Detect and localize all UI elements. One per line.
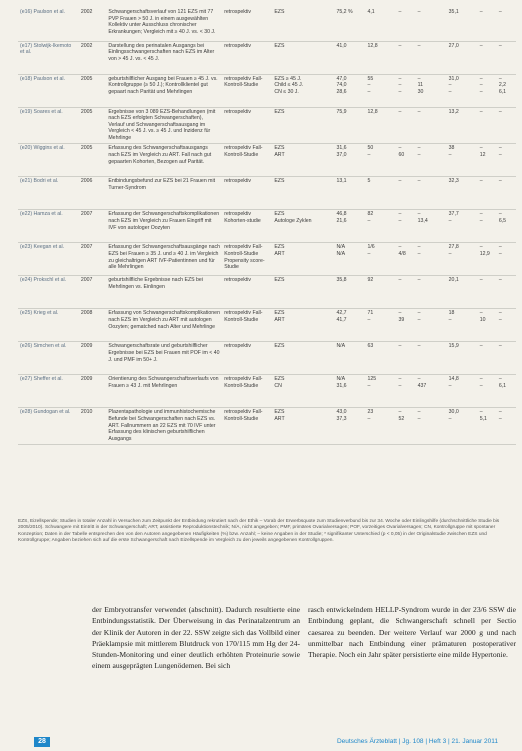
cell-v6: – – – (478, 74, 497, 107)
table-row (18, 41, 516, 74)
cell-v6: – 5,1 (478, 408, 497, 445)
cell-group: EZS ART (272, 144, 334, 177)
cell-study: (e16) Paulson et al. (18, 8, 79, 41)
cell-design: retrospektiv Fall-Kontroll-Studie (222, 375, 272, 408)
cell-year: 2007 (79, 276, 106, 309)
cell-desc: geburtshilfliche Ergebnisse nach EZS bei Mehrlingen vs. Einlingen (106, 276, 222, 309)
cell-group: EZS (272, 342, 334, 375)
cell-desc: Schwangerschaftsrate und geburtshilflicher Ergebnisse bei EZS bei Frauen mit POF im < 40 J. und PMF im 50+ J. (106, 342, 222, 375)
cell-v4: – – (416, 309, 447, 342)
cell-v5: 38 – (447, 144, 478, 177)
cell-year: 2009 (79, 375, 106, 408)
table-row (18, 144, 516, 177)
cell-v2: 4,1 (365, 8, 396, 41)
cell-v2: 12,8 (365, 107, 396, 144)
cell-year: 2010 (79, 408, 106, 445)
cell-desc: Schwangerschaftsverlauf von 121 EZS mit 77 PVP Frauen > 50 J. in einem ausgewählten Kollektiv unter Ausschluss chronischer Erkrankungen; Vergleich mit ≥ 40 J. vs. < 30 J. (106, 8, 222, 41)
cell-v4: – – (416, 408, 447, 445)
cell-study: (e27) Sheffer et al. (18, 375, 79, 408)
table-row (18, 276, 516, 309)
cell-v4: – 13,4 (416, 210, 447, 243)
cell-desc: Erfassung der Schwangerschaftskomplikationen nach EZS im Vergleich zu Frauen Eingriff mit IVF von autologer Oozyten (106, 210, 222, 243)
cell-v6: – (478, 342, 497, 375)
cell-v1: 35,8 (334, 276, 365, 309)
table-row (18, 74, 516, 107)
cell-v5: 20,1 (447, 276, 478, 309)
cell-v3: – (397, 41, 416, 74)
cell-design: retrospektiv (222, 276, 272, 309)
cell-design: retrospektiv Fall-Kontroll-Studie (222, 74, 272, 107)
cell-v6: – – (478, 375, 497, 408)
cell-v7: – (497, 8, 516, 41)
cell-desc: Erfassung von Schwangerschaftskomplikationen nach EZS im Vergleich zu ART mit autologen Oozyten; gematched nach Alter und Mehrlinge (106, 309, 222, 342)
cell-v2: 55 – – (365, 74, 396, 107)
cell-v5: 31,0 – – (447, 74, 478, 107)
cell-v5: 18 – (447, 309, 478, 342)
cell-study: (e20) Wiggins et al. (18, 144, 79, 177)
cell-v2: 5 (365, 177, 396, 210)
cell-v4: – – (416, 243, 447, 276)
cell-group: EZS (272, 41, 334, 74)
cell-v4: – (416, 177, 447, 210)
table-row (18, 177, 516, 210)
cell-v3: – 39 (397, 309, 416, 342)
table-row (18, 309, 516, 342)
table-row (18, 8, 516, 41)
cell-v5: 35,1 (447, 8, 478, 41)
cell-v1: 43,0 37,3 (334, 408, 365, 445)
cell-v1: N/A 31,6 (334, 375, 365, 408)
cell-study: (e17) Stolwijk-Ikemoto et al. (18, 41, 79, 74)
cell-v4: – (416, 342, 447, 375)
cell-desc: Orientierung des Schwangerschaftsverlaufs von Frauen ≥ 43 J. mit Mehrlingen (106, 375, 222, 408)
cell-v3: – (397, 342, 416, 375)
journal-citation: Deutsches Ärzteblatt | Jg. 108 | Heft 3 | 21. Januar 2011 (336, 738, 498, 745)
cell-desc: Darstellung des perinatalen Ausgangs bei Einlingsschwangerschaften nach EZS im Alter von > 45 J. vs. < 45 J. (106, 41, 222, 74)
cell-design: retrospektiv Fall-Kontroll-Studie Propensity score-Studie (222, 243, 272, 276)
cell-v7: – – (497, 408, 516, 445)
cell-design: retrospektiv Fall-Kontroll-Studie (222, 144, 272, 177)
cell-v7: – (497, 342, 516, 375)
cell-v1: N/A N/A (334, 243, 365, 276)
data-table (18, 8, 516, 516)
cell-desc: Plazentapathologie und immunhistochemische Befunde bei Schwangerschaften nach EZS vs. ART. Fallnummern an 22 EZS mit 70 IVF unter Erfassung des klinischen geburtshilflichen Ausgangs (106, 408, 222, 445)
cell-v3: – 52 (397, 408, 416, 445)
cell-study: (e19) Soares et al. (18, 107, 79, 144)
cell-study: (e24) Prokschl et al. (18, 276, 79, 309)
cell-v2: 82 – (365, 210, 396, 243)
cell-v1: 41,0 (334, 41, 365, 74)
table-row (18, 342, 516, 375)
table-row (18, 243, 516, 276)
cell-v4: – 11 30 (416, 74, 447, 107)
study-table (18, 8, 516, 445)
cell-v1: 75,2 % (334, 8, 365, 41)
cell-v1: 13,1 (334, 177, 365, 210)
table-row (18, 408, 516, 445)
cell-study: (e28) Gundogan et al. (18, 408, 79, 445)
cell-year: 2007 (79, 210, 106, 243)
cell-v1: N/A (334, 342, 365, 375)
cell-v7: – 6,1 (497, 375, 516, 408)
cell-v4: – (416, 41, 447, 74)
cell-desc: Entbindungsbefund zur EZS bei 21 Frauen mit Turner-Syndrom (106, 177, 222, 210)
cell-v7: – (497, 41, 516, 74)
cell-v4: – (416, 8, 447, 41)
cell-v1: 47,0 74,0 28,6 (334, 74, 365, 107)
cell-v6: – 12,9 (478, 243, 497, 276)
cell-year: 2005 (79, 74, 106, 107)
cell-group: EZS ART (272, 309, 334, 342)
cell-v1: 75,9 (334, 107, 365, 144)
cell-v2: 92 (365, 276, 396, 309)
cell-v6: – (478, 276, 497, 309)
cell-v4: – (416, 107, 447, 144)
cell-design: retrospektiv Fall-Kontroll-Studie (222, 309, 272, 342)
cell-v6: – (478, 41, 497, 74)
cell-v7: – 6,5 (497, 210, 516, 243)
cell-group: EZS Autologe Zyklen (272, 210, 334, 243)
cell-v5: 14,8 – (447, 375, 478, 408)
cell-v5: 27,0 (447, 41, 478, 74)
cell-v3: – – (397, 210, 416, 243)
cell-v3: – – (397, 375, 416, 408)
page-footer (0, 721, 522, 751)
cell-design: retrospektiv (222, 107, 272, 144)
cell-design: retrospektiv (222, 41, 272, 74)
cell-desc: geburtshilflicher Ausgang bei Frauen ≥ 45 J. vs. Kontrollgruppe (≥ 50 J.); Kontrollklientel gut gepaart nach Parität und Mehrlingen (106, 74, 222, 107)
table-row (18, 107, 516, 144)
cell-study: (e18) Paulson et al. (18, 74, 79, 107)
cell-v6: – (478, 8, 497, 41)
cell-study: (e25) Krieg et al. (18, 309, 79, 342)
cell-group: EZS ART (272, 408, 334, 445)
cell-study: (e22) Hamza et al. (18, 210, 79, 243)
cell-group: EZS (272, 276, 334, 309)
table-row (18, 375, 516, 408)
cell-v7: – – (497, 309, 516, 342)
page-number: 28 (34, 737, 50, 747)
cell-v7: – (497, 276, 516, 309)
cell-v1: 46,8 21,6 (334, 210, 365, 243)
cell-v2: 50 – (365, 144, 396, 177)
cell-group: EZS ≥ 45 J. Child ≤ 45 J. CN ≤ 30 J. (272, 74, 334, 107)
cell-desc: Erfassung des Schwangerschaftsausgangs nach EZS im Vergleich zu ART. Fall nach gut gepaarten Kohorten, Bezogen auf Parität. (106, 144, 222, 177)
table-row (18, 210, 516, 243)
cell-year: 2008 (79, 309, 106, 342)
cell-v2: 71 – (365, 309, 396, 342)
cell-v5: 32,3 (447, 177, 478, 210)
cell-v7: – (497, 107, 516, 144)
cell-design: retrospektiv (222, 342, 272, 375)
cell-v2: 125 – (365, 375, 396, 408)
cell-v2: 23 – (365, 408, 396, 445)
cell-v5: 30,0 – (447, 408, 478, 445)
cell-v5: 13,2 (447, 107, 478, 144)
cell-v7: – – (497, 144, 516, 177)
cell-v6: – 12 (478, 144, 497, 177)
cell-v3: – (397, 8, 416, 41)
cell-design: retrospektiv (222, 8, 272, 41)
cell-group: EZS (272, 107, 334, 144)
body-column-left: der Embryotransfer verwendet (abschnitt). Dadurch resultierte eine Entbindungsstatistik. Der Überweisung in das Perinatalzentrum an der Klinik der Autoren in der 22. SSW zeigte sich das Vollbild einer Präeklampsie mit mittlerem Blutdruck von 170/115 mm Hg der 24-Stunden-Monitoring und einer deutlich erhöhten Proteinurie sowie einem ausgeprägten Lungenödemen. Bei sich (92, 605, 300, 671)
cell-v6: – – (478, 210, 497, 243)
cell-v5: 37,7 – (447, 210, 478, 243)
cell-v5: 27,8 – (447, 243, 478, 276)
cell-design: retrospektiv Kohorten-studie (222, 210, 272, 243)
cell-study: (e26) Simchen et al. (18, 342, 79, 375)
cell-group: EZS (272, 8, 334, 41)
cell-v6: – (478, 107, 497, 144)
cell-year: 2002 (79, 8, 106, 41)
cell-v3: – – – (397, 74, 416, 107)
cell-v4: – (416, 276, 447, 309)
cell-year: 2002 (79, 41, 106, 74)
table-legend: EZS, Eizellspende; Studien in totaler Anzahl in Versuchen zum Zeitpunkt der Entbindung rekrutiert nach der Ethik – Vorab der Erwerbsquote zum Studienverbund bis zur 34. Woche oder Einlingshilfe (durchschnittliche Studie bis 2005/2010). Schwangere mit Eintritt in der Schwangerschaft; ART, assistierte Reproduktionstechnik; N/A, nicht angegeben; PMF, primäres Ovarialversagen; POF, vorzeitiges Ovarialversagen; CN, Kontrollgruppe mit spontaner Konzeption; Daten in der Tabelle entsprechen den von den Autoren angegebenen Häufigkeiten (%) bzw. Anzahl; – keine Angaben in der Studie; * signifikanter Unterschied (p < 0,05) in der Originalstudie zwischen EZS und Kontrollgruppe; Angaben beziehen sich auf die erste Schwangerschaft nach Eizellspende im Vergleich zu den jeweils angegebenen Kontrollgruppen. (18, 519, 500, 543)
cell-v4: – – (416, 144, 447, 177)
cell-year: 2006 (79, 177, 106, 210)
cell-v2: 12,8 (365, 41, 396, 74)
cell-design: retrospektiv (222, 177, 272, 210)
cell-v3: – 4/8 (397, 243, 416, 276)
body-column-right: rasch entwickelndem HELLP-Syndrom wurde in der 23/6 SSW die Entbindung geplant, die Schwangerschaft schnell per Sectio caesarea zu beenden. Der weitere Verlauf war 2000 g und nach unmittelbar nach Entbindung einer prämaturen postoperativer Therapie. Noch ein Jahr später persistierte eine milde Hypertonie. (308, 605, 516, 660)
cell-v3: – (397, 276, 416, 309)
cell-v3: – (397, 107, 416, 144)
cell-v5: 15,9 (447, 342, 478, 375)
cell-design: retrospektiv Fall-Kontroll-Studie (222, 408, 272, 445)
cell-year: 2009 (79, 342, 106, 375)
cell-group: EZS (272, 177, 334, 210)
cell-v7: – – (497, 243, 516, 276)
cell-v1: 42,7 41,7 (334, 309, 365, 342)
cell-v6: – (478, 177, 497, 210)
cell-year: 2005 (79, 144, 106, 177)
cell-study: (e23) Keegan et al. (18, 243, 79, 276)
cell-group: EZS CN (272, 375, 334, 408)
cell-v7: – 2,2 6,1 (497, 74, 516, 107)
cell-v2: 63 (365, 342, 396, 375)
cell-year: 2005 (79, 107, 106, 144)
cell-v1: 31,6 37,0 (334, 144, 365, 177)
cell-v7: – (497, 177, 516, 210)
cell-v3: – 60 (397, 144, 416, 177)
cell-desc: Erfassung der Schwangerschaftsausgänge nach EZS bei Frauen ≥ 35 J. und ≥ 40 J. im Vergleich zu gleichaltrigen ART IVF-Patientinnen und für alle Mehrlingen (106, 243, 222, 276)
cell-v3: – (397, 177, 416, 210)
cell-group: EZS ART (272, 243, 334, 276)
cell-year: 2007 (79, 243, 106, 276)
cell-study: (e21) Bodri et al. (18, 177, 79, 210)
cell-v2: 1/6 – (365, 243, 396, 276)
cell-v6: – 10 (478, 309, 497, 342)
cell-v4: – 437 (416, 375, 447, 408)
cell-desc: Ergebnisse von 3 089 EZS-Behandlungen (mit nach EZS erfolgten Schwangerschaften), Verlauf und Schwangerschaftsausgang im Vergleich < 45 J. vs. ≥ 45 J. und Inzidenz für Mehrlinge (106, 107, 222, 144)
article-body (0, 604, 522, 709)
